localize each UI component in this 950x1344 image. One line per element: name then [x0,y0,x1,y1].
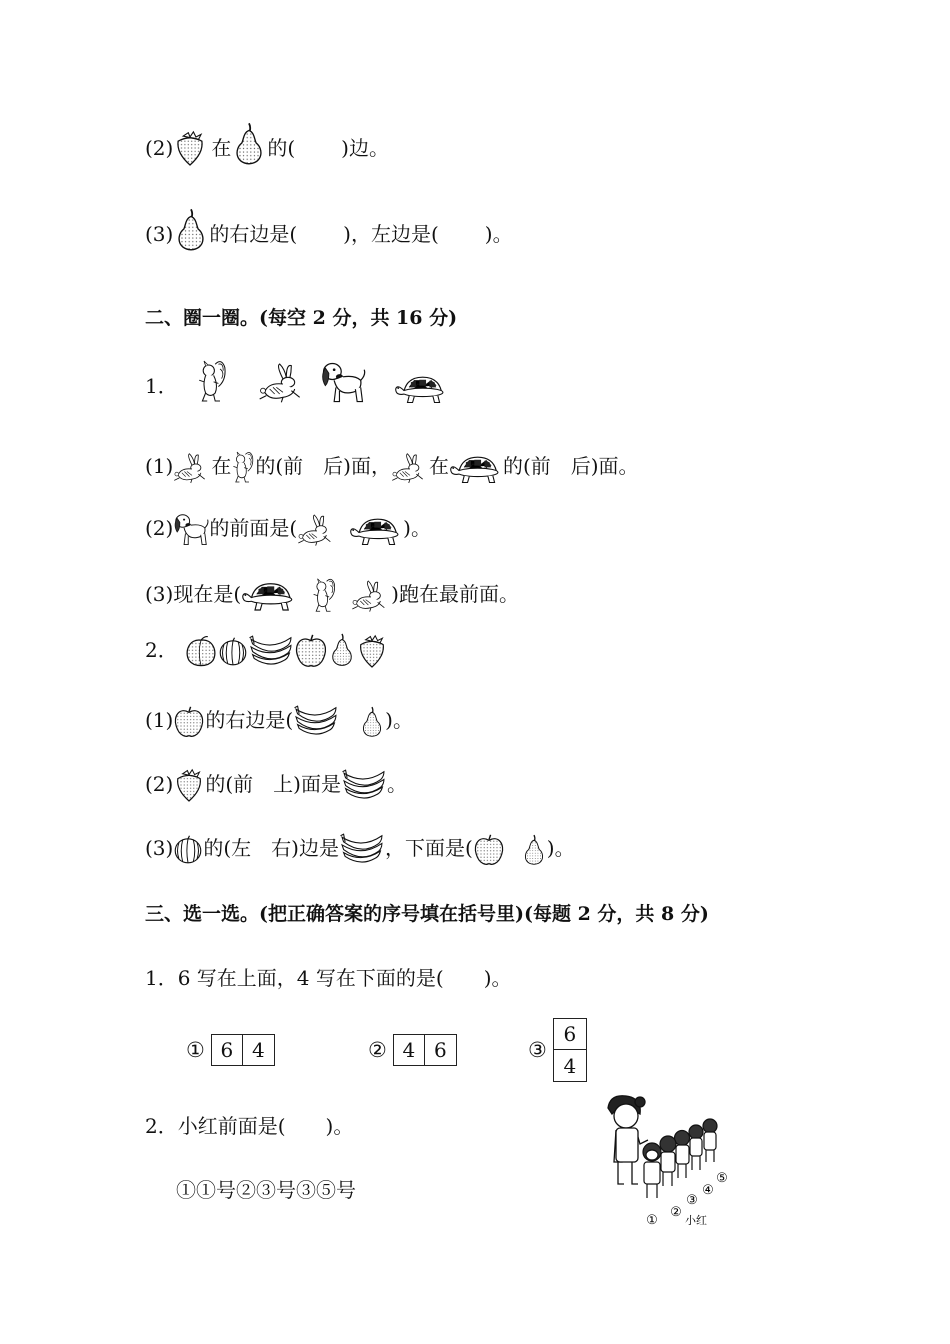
s2-part-1-animals [145,356,448,406]
part-number: 1． [145,374,178,398]
part-number: 2． [145,638,178,662]
squirrel-icon [196,356,228,406]
question-text: 的( [267,136,296,160]
child-1 [643,1143,661,1198]
strawberry-icon [173,766,205,804]
s2-p1-question-2 [145,508,431,548]
peach-icon [184,634,218,670]
s2-p2-question-2 [145,764,407,804]
child-3 [675,1131,690,1179]
question-text: )。 [484,222,513,246]
fig-label-1: ① [646,1213,658,1228]
turtle-icon[interactable] [241,578,297,614]
s3-question-2-choices[interactable]: ①①号②③号③⑤号 [176,1178,356,1202]
squirrel-icon [231,448,255,486]
question-text: )边。 [341,136,389,160]
question-number: (3) [145,222,174,246]
s3-question-2: 2．小红前面是( )。 [145,1114,354,1138]
question-number: (2) [145,772,174,796]
s2-p1-question-1 [145,446,639,486]
question-text[interactable]: 的(前 后)面， [255,454,391,478]
option-cell: 6 [553,1018,587,1050]
option-cell: 4 [553,1050,587,1082]
option-mark: ② [368,1038,387,1062]
apple-icon [173,704,205,740]
s2-part-2-fruits [145,630,388,670]
question-text[interactable]: 的(前 上)面是 [205,772,341,796]
dog-icon [320,360,366,406]
question-text: 的右边是( [209,222,298,246]
pear-icon [328,630,356,670]
fig-label-5: ⑤ [716,1171,728,1186]
option-cell: 4 [243,1034,275,1066]
rabbit-icon [258,362,308,406]
strawberry-icon [173,128,207,168]
question-text: )，左边是( [343,222,439,246]
question-text: 在 [428,454,449,478]
question-text: (3)现在是( [145,582,242,606]
apple-icon[interactable] [473,832,505,868]
pear-icon [231,120,267,168]
question-text: )。 [403,516,431,540]
question-text: 在 [211,136,232,160]
banana-icon [339,828,385,868]
banana-icon [341,764,387,804]
strawberry-icon [356,632,388,670]
turtle-icon[interactable] [349,514,403,548]
turtle-icon [394,372,448,406]
option-cell: 6 [211,1034,243,1066]
fig-label-2: ② [670,1205,682,1220]
question-text: 的右边是( [205,708,294,732]
option-cell: 4 [393,1034,425,1066]
rabbit-icon [173,452,211,486]
s2-p2-question-3 [145,828,575,868]
question-text[interactable]: 的(左 右)边是 [203,836,339,860]
question-number: (2) [145,136,174,160]
question-number: (2) [145,516,174,540]
option-mark: ③ [528,1038,547,1062]
watermelon-icon [218,634,248,670]
queue-illustration [600,1092,750,1236]
option-column [553,1018,587,1082]
option-cell: 6 [425,1034,457,1066]
section-2-title: 二、圈一圈。(每空 2 分，共 16 分) [145,307,458,329]
s2-p2-question-1 [145,700,413,740]
question-text: )。 [385,708,413,732]
question-number: (1) [145,454,174,478]
s1-question-3 [145,206,513,254]
question-text: )。 [546,836,575,860]
watermelon-icon [173,832,203,868]
pear-icon[interactable] [521,832,547,868]
dog-icon [173,512,209,548]
teacher-figure [608,1096,648,1184]
rabbit-icon[interactable] [351,580,391,614]
section-3-title: 三、选一选。(把正确答案的序号填在括号里)(每题 2 分，共 8 分) [145,903,709,925]
s2-p1-question-3 [145,574,519,614]
fig-label-3: ③ [686,1193,698,1208]
fig-label-4: ④ [702,1183,714,1198]
s3-question-1: 1．6 写在上面，4 写在下面的是( )。 [145,966,512,990]
pear-icon[interactable] [359,704,385,740]
turtle-icon [449,452,503,486]
child-4 [689,1125,703,1170]
squirrel-icon[interactable] [311,576,337,614]
fig-name-label: 小红 [685,1214,707,1227]
question-text[interactable]: 的(前 后)面。 [502,454,639,478]
option-1[interactable] [186,1034,275,1066]
s1-question-2 [145,120,389,168]
child-5 [703,1119,717,1162]
question-number: (1) [145,708,174,732]
option-mark: ① [186,1038,205,1062]
question-number: (3) [145,836,174,860]
pear-icon [173,206,209,254]
question-text: ，下面是( [384,836,473,860]
child-2 [660,1136,676,1186]
question-text: 。 [386,772,407,796]
banana-icon [248,630,294,670]
apple-icon [294,632,328,670]
question-text: 在 [211,454,232,478]
question-text: 的前面是( [209,516,298,540]
option-2[interactable] [368,1034,457,1066]
rabbit-icon [391,452,429,486]
option-3[interactable] [528,1018,587,1082]
question-text: )跑在最前面。 [391,582,519,606]
rabbit-icon[interactable] [297,514,337,548]
banana-icon[interactable] [293,700,339,740]
